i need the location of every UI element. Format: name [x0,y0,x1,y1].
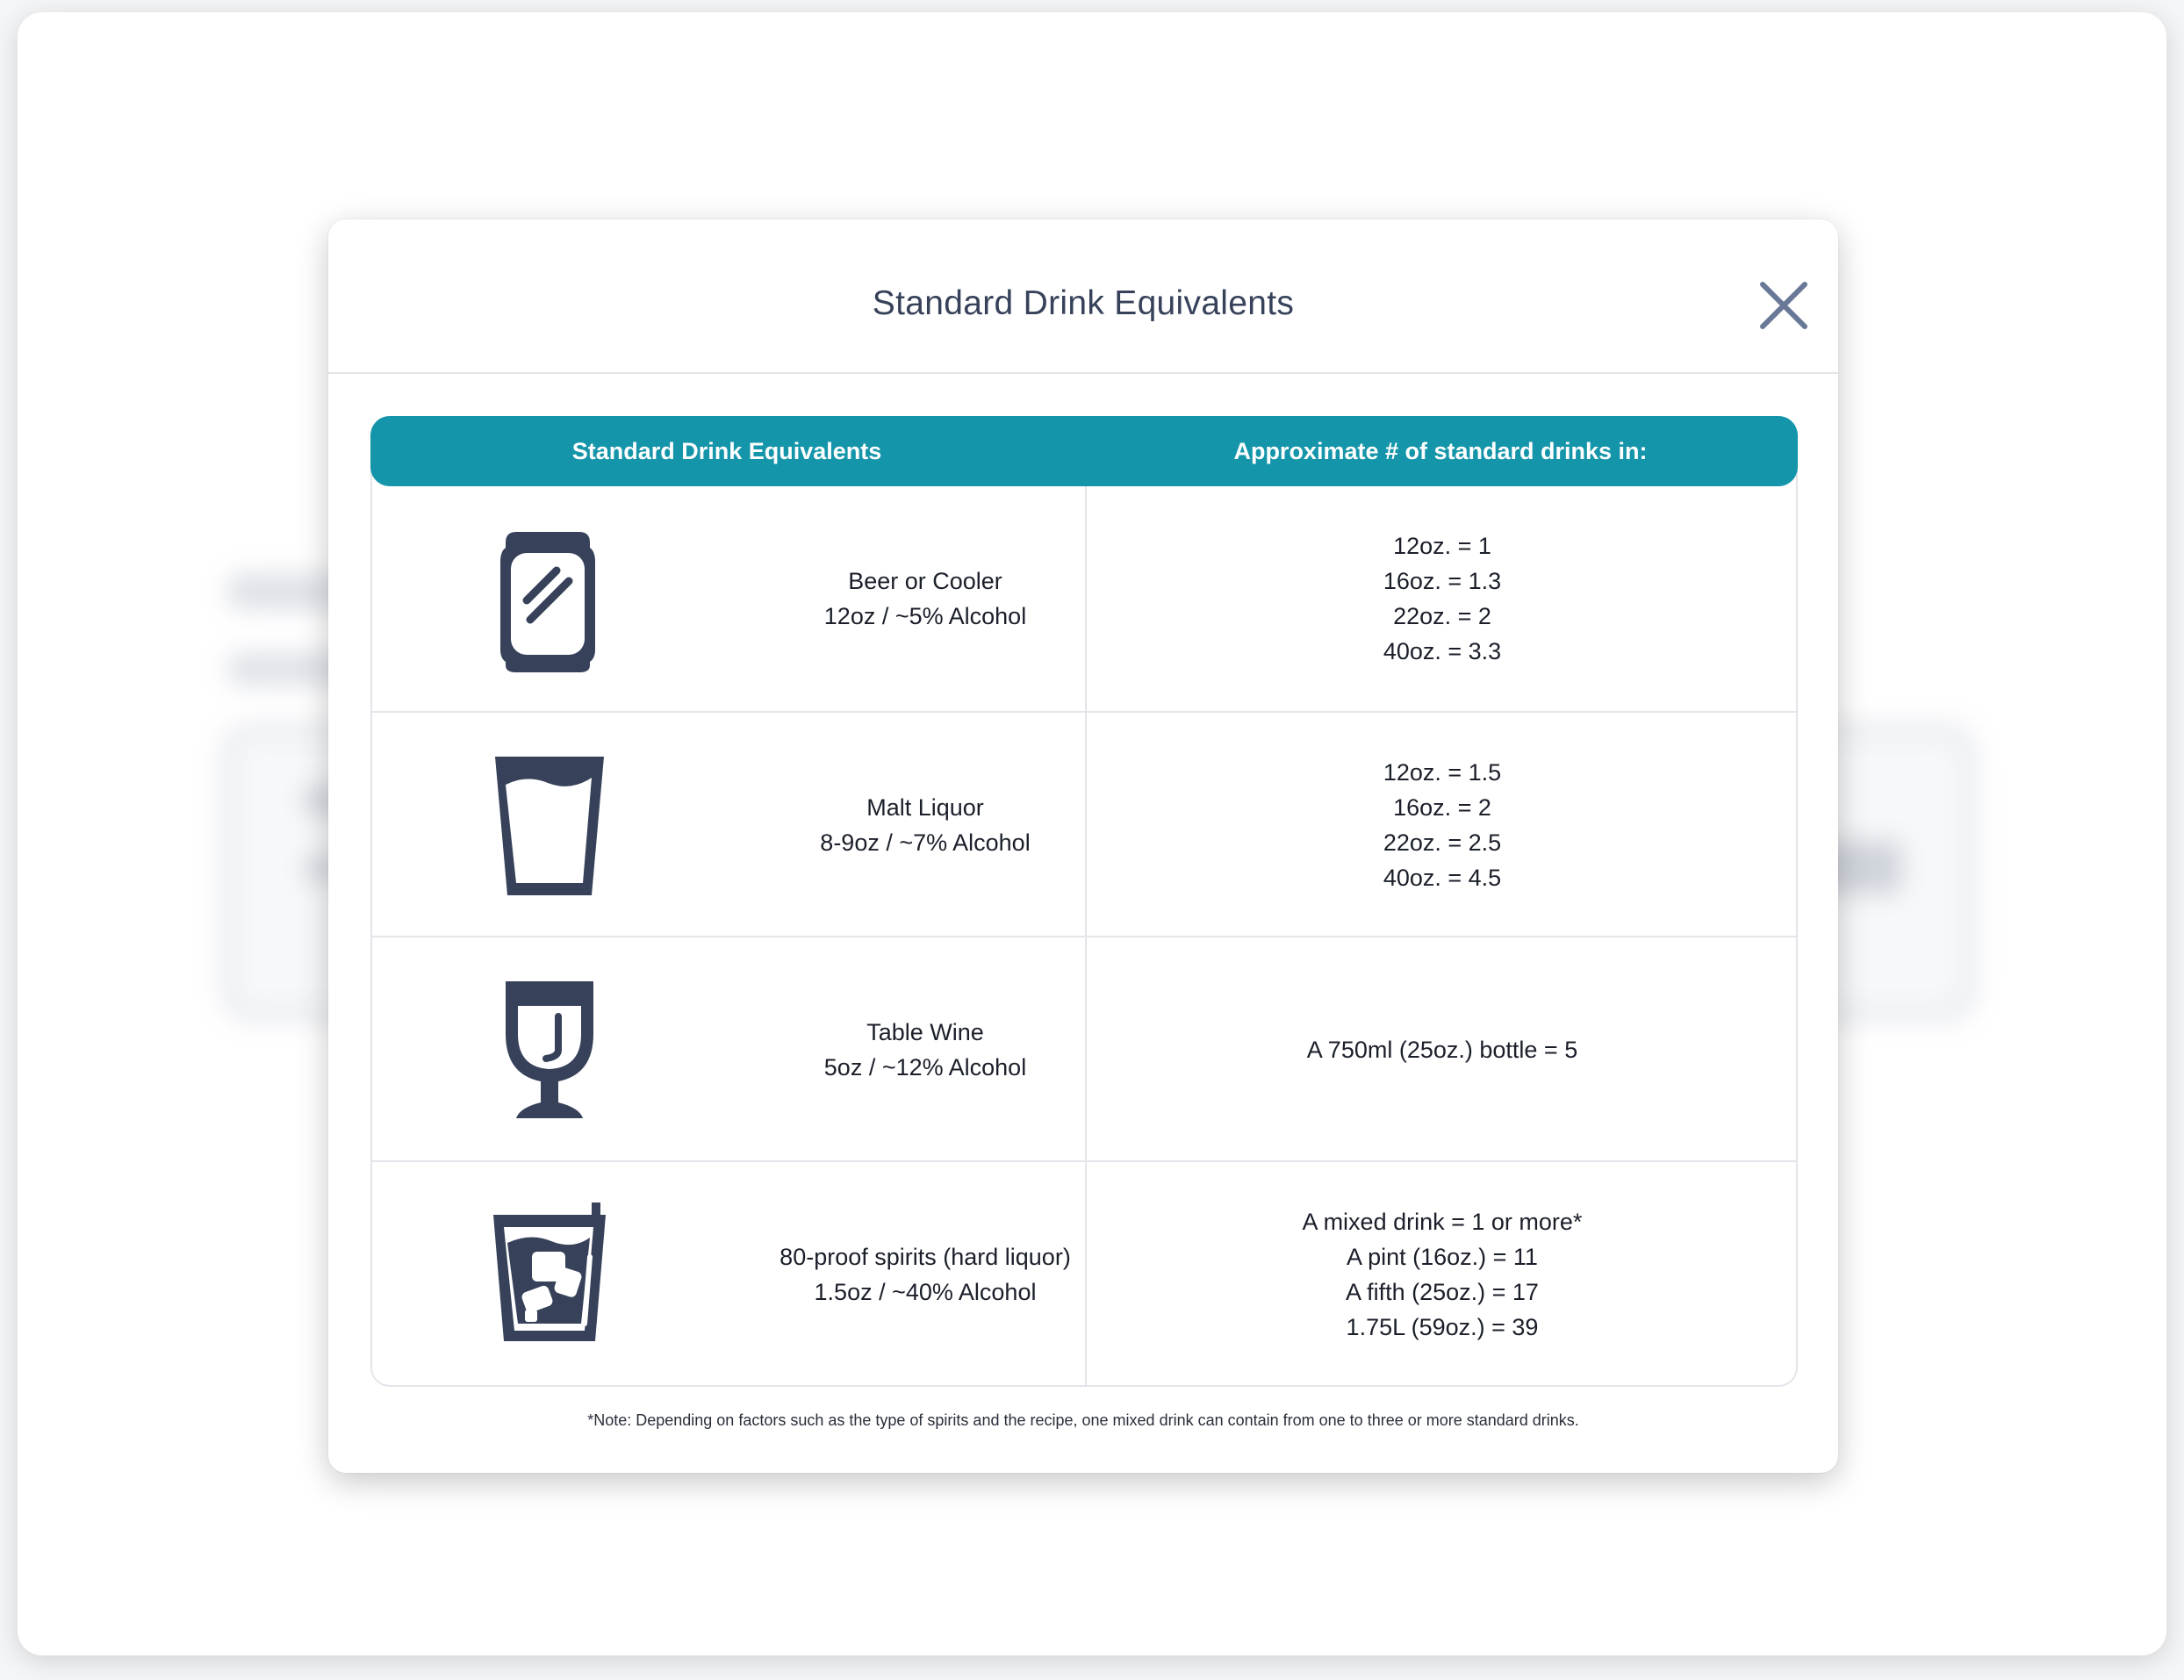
table-row-beer [372,486,1796,711]
amount-item: 12oz. = 1 [1393,533,1491,559]
drink-amounts [1087,1032,1798,1067]
amount-item: 22oz. = 2.5 [1383,829,1502,856]
amount-item: 16oz. = 1.3 [1383,568,1502,594]
table-row-table-wine [372,936,1796,1160]
table-body [370,469,1798,1387]
modal-title: Standard Drink Equivalents [872,284,1295,322]
amount-item: 12oz. = 1.5 [1383,759,1502,786]
table-row-malt-liquor [372,711,1796,936]
drink-description [723,1015,1127,1085]
table-row-spirits [372,1160,1796,1385]
spirits-glass-icon [478,1201,621,1350]
app-window [18,12,2166,1655]
header-drink-equivalents: Standard Drink Equivalents [571,438,882,464]
amount-item: A mixed drink = 1 or more* [1302,1209,1583,1235]
drink-description [723,790,1127,860]
modal-header [328,219,1838,374]
table-header [370,416,1798,486]
drink-detail: 12oz / ~5% Alcohol [823,603,1027,629]
amount-item: A 750ml (25oz.) bottle = 5 [1306,1037,1578,1063]
malt-liquor-glass-icon [478,751,621,901]
beer-can-icon [478,527,621,676]
drink-equivalents-table [370,416,1798,1387]
drink-amounts [1087,528,1798,669]
drink-description [723,564,1127,634]
amount-item: A fifth (25oz.) = 17 [1346,1279,1539,1305]
amount-item: 40oz. = 4.5 [1383,865,1502,891]
drink-name: Malt Liquor [866,794,984,821]
close-button[interactable] [1756,277,1812,334]
wine-glass-icon [478,976,621,1125]
standard-drink-modal [328,219,1838,1473]
drink-amounts [1087,755,1798,895]
amount-item: 1.75L (59oz.) = 39 [1346,1314,1539,1340]
drink-name: 80-proof spirits (hard liquor) [779,1244,1071,1270]
amount-item: A pint (16oz.) = 11 [1347,1244,1538,1270]
drink-name: Beer or Cooler [848,568,1002,594]
drink-amounts [1087,1204,1798,1345]
header-approximate-drinks: Approximate # of standard drinks in: [1233,438,1648,464]
amount-item: 22oz. = 2 [1393,603,1491,629]
amount-item: 40oz. = 3.3 [1383,638,1502,664]
footnote: *Note: Depending on factors such as the type of spirits and the recipe, one mixed drink can contain from one to three or more standard drinks. [587,1411,1579,1429]
drink-name: Table Wine [866,1019,984,1045]
close-icon [1756,277,1812,334]
drink-description [723,1239,1127,1310]
drink-detail: 5oz / ~12% Alcohol [823,1054,1027,1081]
drink-detail: 8-9oz / ~7% Alcohol [820,829,1031,856]
drink-detail: 1.5oz / ~40% Alcohol [814,1279,1037,1305]
amount-item: 16oz. = 2 [1393,794,1491,821]
